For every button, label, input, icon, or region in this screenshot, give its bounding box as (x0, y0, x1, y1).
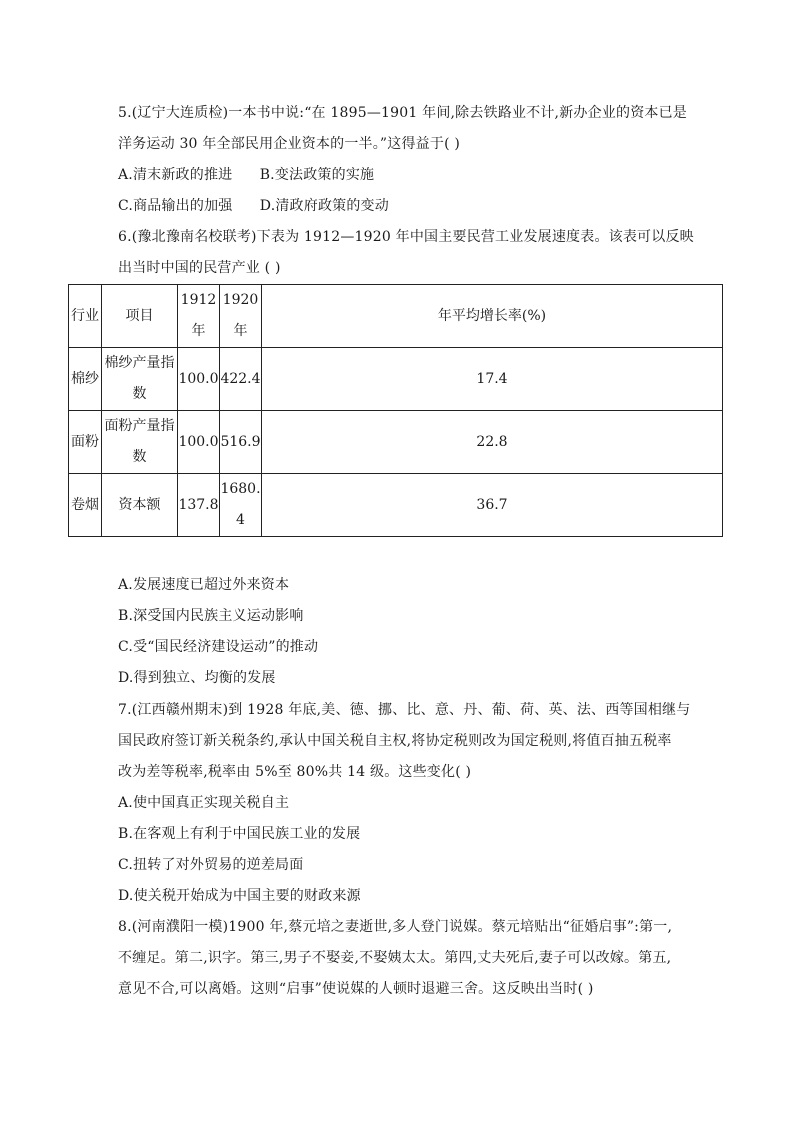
row-item: 资本额 (102, 474, 178, 537)
q5-option-c[interactable]: C.商品输出的加强 (118, 198, 233, 214)
row-1920-value: 422.4 (220, 348, 262, 411)
q7-stem-line2: 国民政府签订新关税条约,承认中国关税自主权,将协定税则改为国定税则,将值百抽五税率 (118, 733, 672, 749)
row-industry: 棉纱 (69, 348, 102, 411)
q7-option-b[interactable]: B.在客观上有利于中国民族工业的发展 (118, 826, 361, 842)
q7-stem-line3: 改为差等税率,税率由 5%至 80%共 14 级。这些变化( ) (118, 764, 472, 780)
row-item: 面粉产量指数 (102, 411, 178, 474)
q5-option-row1 (118, 165, 374, 185)
header-1920: 1920 年 (220, 285, 262, 348)
q5-option-d[interactable]: D.清政府政策的变动 (259, 198, 389, 214)
q8-stem-line3: 意见不合,可以离婚。这则“启事”使说媒的人顿时退避三舍。这反映出当时( ) (118, 981, 594, 997)
q7-option-c[interactable]: C.扭转了对外贸易的逆差局面 (118, 857, 304, 873)
q6-option-b[interactable]: B.深受国内民族主义运动影响 (118, 608, 304, 624)
row-industry: 面粉 (69, 411, 102, 474)
q8-stem-line2: 不缠足。第二,识字。第三,男子不娶妾,不娶姨太太。第四,丈夫死后,妻子可以改嫁。第五, (118, 950, 672, 966)
q8-stem-line1: 8.(河南濮阳一模)1900 年,蔡元培之妻逝世,多人登门说媒。蔡元培贴出“征婚启事”:第一, (118, 919, 673, 935)
row-growth-rate: 22.8 (262, 411, 723, 474)
table-row (69, 411, 723, 474)
header-item: 项目 (102, 285, 178, 348)
row-1912-value: 100.0 (178, 411, 220, 474)
row-1912-value: 100.0 (178, 348, 220, 411)
row-1912-value: 137.8 (178, 474, 220, 537)
row-item: 棉纱产量指数 (102, 348, 178, 411)
header-industry: 行业 (69, 285, 102, 348)
row-growth-rate: 17.4 (262, 348, 723, 411)
header-1912: 1912 年 (178, 285, 220, 348)
q6-option-c[interactable]: C.受“国民经济建设运动”的推动 (118, 639, 319, 655)
industry-growth-table (68, 284, 723, 537)
q6-option-a[interactable]: A.发展速度已超过外来资本 (118, 577, 290, 593)
table-header-row (69, 285, 723, 348)
table-row (69, 348, 723, 411)
q5-option-a[interactable]: A.清末新政的推进 (118, 167, 233, 183)
q5-stem-line2: 洋务运动 30 年全部民用企业资本的一半。”这得益于( ) (118, 136, 461, 152)
q5-option-b[interactable]: B.变法政策的实施 (259, 167, 375, 183)
header-growth-rate: 年平均增长率(%) (262, 285, 723, 348)
row-1920-value: 1680.4 (220, 474, 262, 537)
q5-stem-line1: 5.(辽宁大连质检)一本书中说:“在 1895—1901 年间,除去铁路业不计,新办企业的资本已是 (118, 105, 688, 121)
q6-option-d[interactable]: D.得到独立、均衡的发展 (118, 670, 276, 686)
q7-option-d[interactable]: D.使关税开始成为中国主要的财政来源 (118, 888, 361, 904)
q7-stem-line1: 7.(江西赣州期末)到 1928 年底,美、德、挪、比、意、丹、葡、荷、英、法、西等国相继与 (118, 702, 691, 718)
q5-option-row2 (118, 196, 389, 216)
row-growth-rate: 36.7 (262, 474, 723, 537)
row-1920-value: 516.9 (220, 411, 262, 474)
q6-stem-line1: 6.(豫北豫南名校联考)下表为 1912—1920 年中国主要民营工业发展速度表。该表可以反映 (118, 229, 694, 245)
row-industry: 卷烟 (69, 474, 102, 537)
q7-option-a[interactable]: A.使中国真正实现关税自主 (118, 795, 290, 811)
q6-stem-line2: 出当时中国的民营产业 ( ) (118, 260, 281, 276)
table-row (69, 474, 723, 537)
